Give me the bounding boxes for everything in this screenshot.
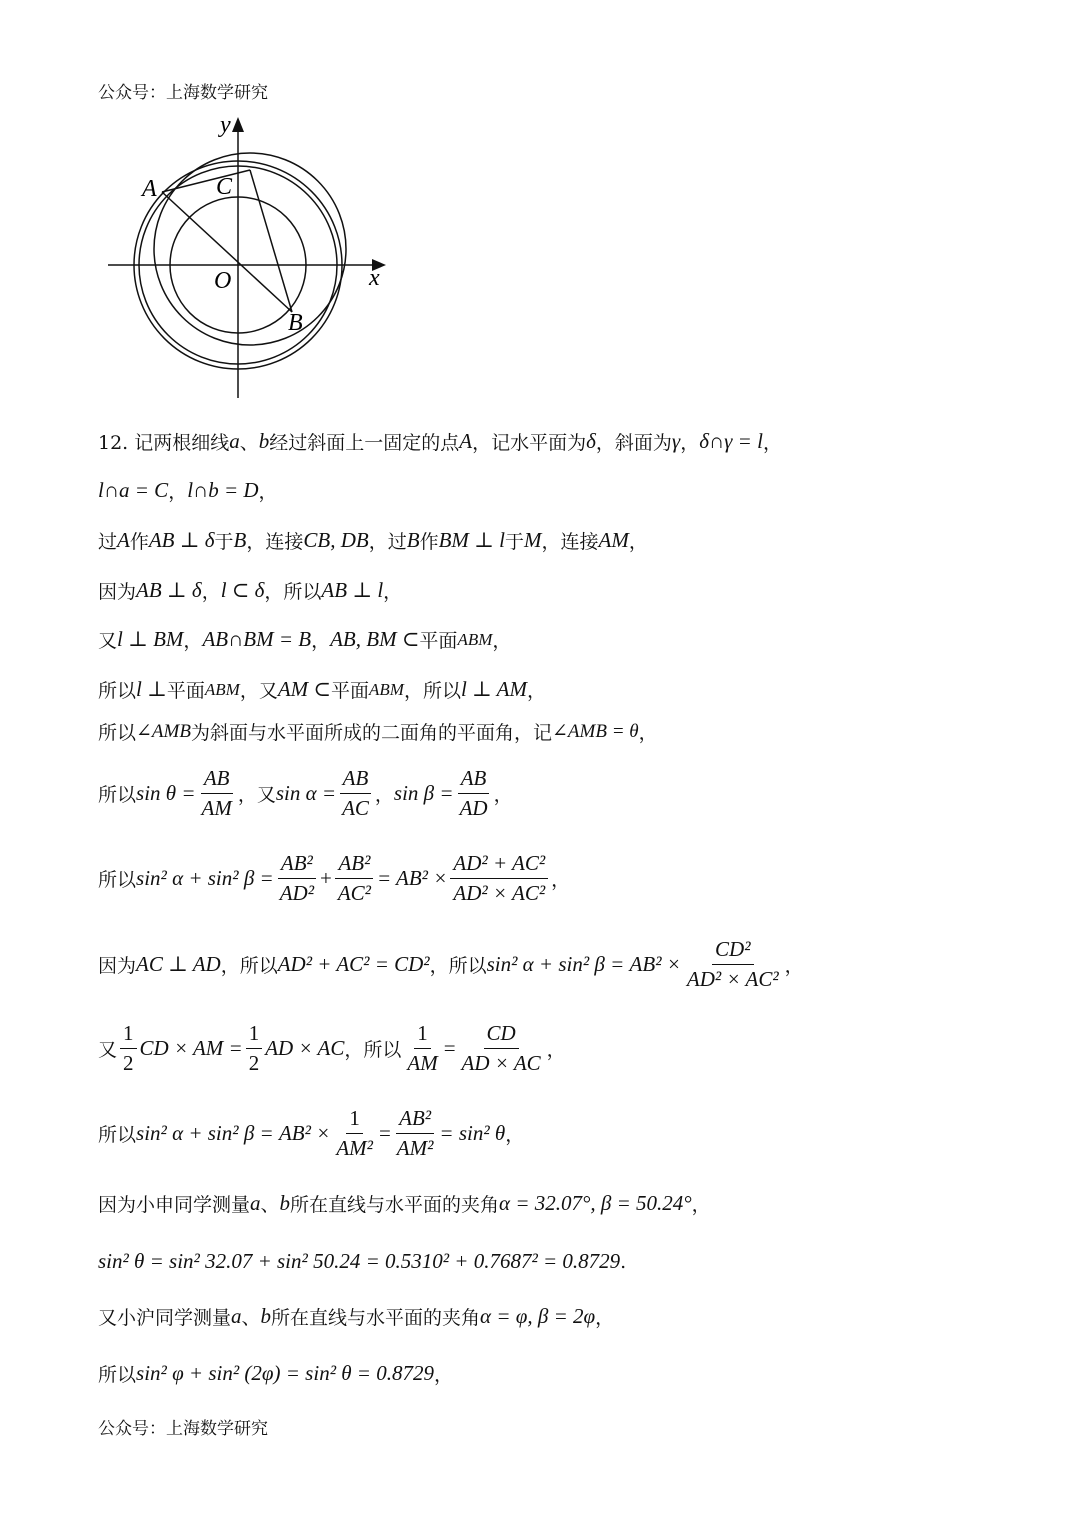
solution-line-10: 因为 AC ⊥ AD ，所以 AD² + AC² = CD² ，所以 sin² α + sin² β = AB² × $\frac{\text{CD²}}{\text{AD² × AC²}}$ ， bbox=[98, 937, 804, 991]
tangent-circle bbox=[154, 153, 346, 345]
page-footer: 公众号：上海数学研究 bbox=[98, 1419, 268, 1439]
solution-line-5: 又 l ⊥ BM ， AB∩BM = B ， AB, BM ⊂ 平面 ABM ， bbox=[98, 627, 512, 652]
solution-line-4: 因为 AB ⊥ δ ， l ⊂ δ ，所以 AB ⊥ l ， bbox=[98, 578, 403, 603]
fraction-ab-ac: $\frac{AB}{AC}$ bbox=[339, 766, 372, 821]
y-axis-arrow bbox=[232, 117, 244, 132]
label-A: A bbox=[142, 176, 157, 202]
solution-line-13: 因为小申同学测量 a 、 b 所在直线与水平面的夹角 α = 32.07°, β = 50.24° ， bbox=[98, 1191, 711, 1216]
segment-AC bbox=[162, 170, 250, 192]
solution-line-6: 所以 l ⊥ 平面 ABM ，又 AM ⊂ 平面 ABM ，所以 l ⊥ AM ， bbox=[98, 677, 547, 702]
solution-line-3: 过 A 作 AB ⊥ δ 于 B ，连接 CB, DB ，过 B 作 BM ⊥ l 于 M ，连接 AM ， bbox=[98, 528, 648, 553]
label-x: x bbox=[369, 265, 380, 291]
segment-CB bbox=[250, 170, 292, 312]
solution-line-11: 又 $\frac{1}{2}$ CD × AM = $\frac{1}{2}$ AD × AC ，所以 $\frac{1}{AM}$ = $\frac{CD}{AD \times AC}$ ， bbox=[98, 1021, 566, 1075]
solution-line-2: l∩a = C ， l∩b = D ， bbox=[98, 478, 278, 503]
label-B: B bbox=[288, 310, 303, 336]
fraction-ab-ad: $\frac{AB}{AD}$ bbox=[459, 766, 488, 820]
solution-line-16: 所以 sin² φ + sin² (2φ) = sin² θ = 0.8729 ， bbox=[98, 1361, 453, 1386]
page-header: 公众号：上海数学研究 bbox=[98, 83, 268, 103]
solution-line-1: 12. 记两根细线 a 、 b 经过斜面上一固定的点 A ，记水平面为 δ ，斜面为 γ ， δ∩γ = l ， bbox=[98, 429, 782, 454]
label-y: y bbox=[220, 112, 231, 138]
solution-line-8: 所以 sin θ = $\frac{AB}{AM}$ ，又 sin α = $\frac{AB}{AC}$ ， sin β = $\frac{AB}{AD}$ ， bbox=[98, 766, 513, 820]
solution-line-7: 所以 ∠AMB 为斜面与水平面所成的二面角的平面角，记 ∠AMB = θ ， bbox=[98, 721, 658, 744]
fraction-ab-am: $\frac{AB}{AM}$ bbox=[201, 766, 232, 820]
label-C: C bbox=[216, 174, 233, 200]
label-O: O bbox=[214, 268, 232, 294]
solution-line-15: 又小沪同学测量 a 、 b 所在直线与水平面的夹角 α = φ, β = 2φ ， bbox=[98, 1304, 615, 1329]
solution-line-9: 所以 sin² α + sin² β = $\frac{\text{AB²}}{\text{AD²}}$ + $\frac{\text{AB²}}{\text{AC²}}$ = AB² × $\frac{\text{AD² + AC²}}{\text{AD² × AC²}}$ ， bbox=[98, 851, 571, 905]
solution-line-14: sin² θ = sin² 32.07 + sin² 50.24 = 0.5310² + 0.7687² = 0.8729 . bbox=[98, 1249, 627, 1273]
solution-line-12: 所以 sin² α + sin² β = AB² × $\frac{1}{\text{AM²}}$ = $\frac{\text{AB²}}{\text{AM²}}$ = sin² θ ， bbox=[98, 1106, 525, 1160]
segment-AB bbox=[162, 192, 292, 312]
coordinate-figure bbox=[100, 110, 400, 405]
